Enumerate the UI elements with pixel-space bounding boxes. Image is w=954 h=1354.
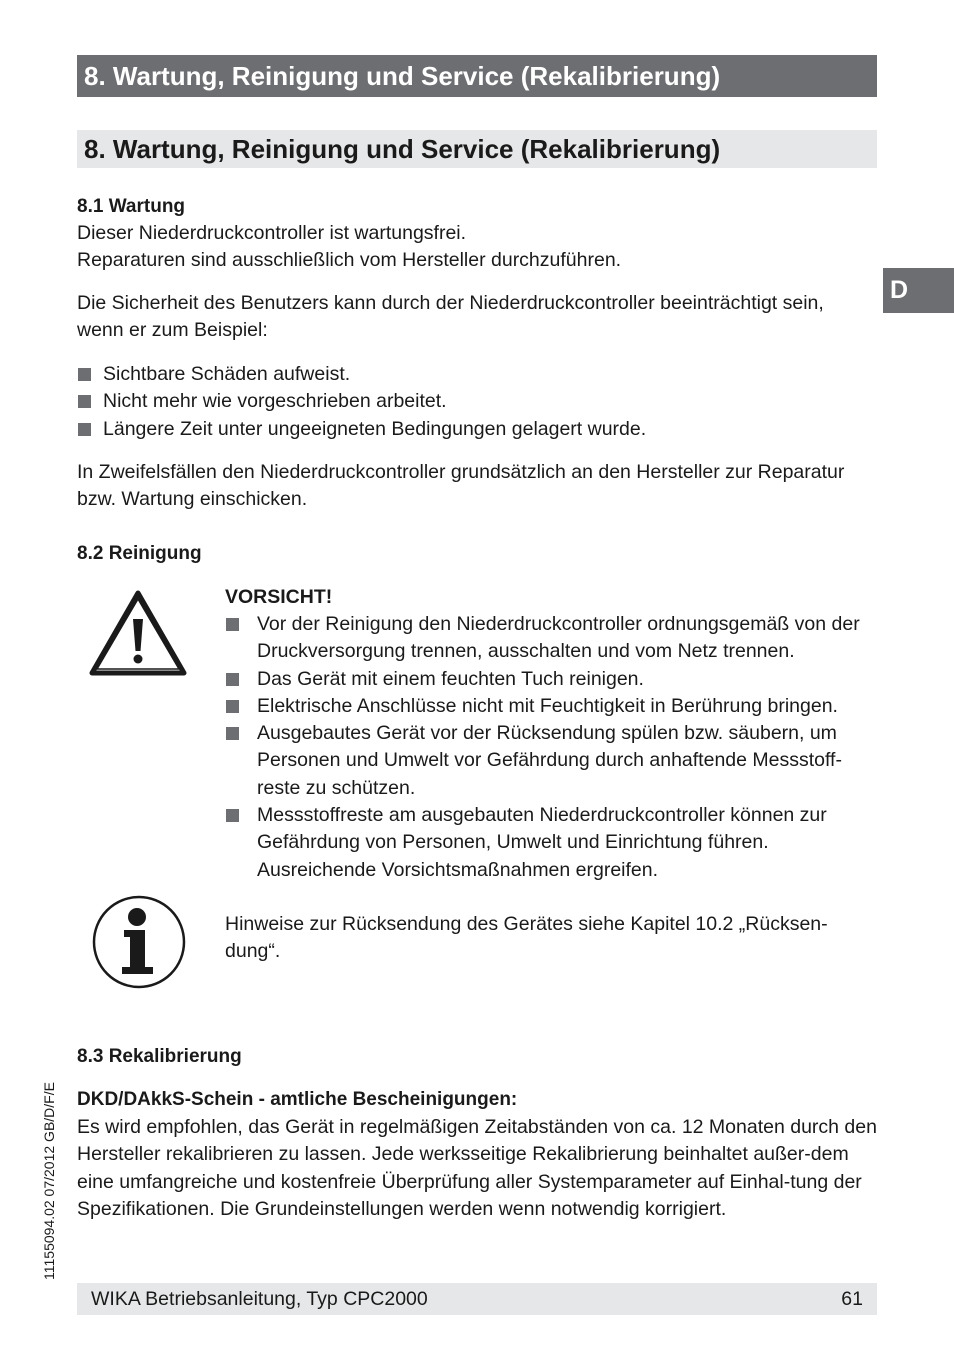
heading-8-1: 8.1 Wartung bbox=[77, 196, 186, 217]
language-tab: D bbox=[883, 268, 954, 313]
list-item: Das Gerät mit einem feuchten Tuch reinigen. bbox=[225, 666, 873, 693]
info-text: Hinweise zur Rücksendung des Gerätes siehe Kapitel 10.2 „Rücksen-dung“. bbox=[225, 913, 828, 963]
page-number: 61 bbox=[841, 1288, 863, 1310]
list-item: Elektrische Anschlüsse nicht mit Feuchtigkeit in Berührung bringen. bbox=[225, 693, 873, 720]
wartung-bullet-list bbox=[77, 361, 877, 443]
list-item: Längere Zeit unter ungeeigneten Bedingungen gelagert wurde. bbox=[77, 416, 877, 443]
caution-label: VORSICHT! bbox=[225, 586, 333, 608]
wartung-line-1: Dieser Niederdruckcontroller ist wartungsfrei. bbox=[77, 222, 467, 244]
wartung-paragraph-1: Die Sicherheit des Benutzers kann durch der Niederdruckcontroller beeinträchtigt sein, wenn er zum Beispiel: bbox=[77, 292, 824, 342]
section-title: 8. Wartung, Reinigung und Service (Rekalibrierung) bbox=[77, 130, 877, 168]
page-footer bbox=[77, 1283, 877, 1315]
list-item: Messstoffreste am ausgebauten Niederdruckcontroller können zur Gefährdung von Personen, Umwelt und Einrichtung führen. Ausreichende Vorsichtsmaßnahmen ergreifen. bbox=[225, 802, 873, 884]
wartung-paragraph-2: In Zweifelsfällen den Niederdruckcontroller grundsätzlich an den Hersteller zur Reparatur bzw. Wartung einschicken. bbox=[77, 461, 845, 511]
list-item: Sichtbare Schäden aufweist. bbox=[77, 361, 877, 388]
warning-triangle-icon bbox=[89, 589, 187, 677]
footer-title: WIKA Betriebsanleitung, Typ CPC2000 bbox=[91, 1288, 428, 1310]
heading-8-2: 8.2 Reinigung bbox=[77, 543, 202, 564]
info-icon bbox=[91, 894, 187, 990]
reinigung-bullet-list bbox=[225, 611, 873, 884]
list-item: Vor der Reinigung den Niederdruckcontroller ordnungsgemäß von der Druckversorgung trennen, ausschalten und vom Netz trennen. bbox=[225, 611, 873, 666]
heading-8-3: 8.3 Rekalibrierung bbox=[77, 1046, 242, 1067]
certificate-subheading: DKD/DAkkS-Schein - amtliche Bescheinigungen: bbox=[77, 1089, 518, 1110]
document-code: 11155094.02 07/2012 GB/D/F/E bbox=[41, 1082, 57, 1280]
list-item: Nicht mehr wie vorgeschrieben arbeitet. bbox=[77, 388, 877, 415]
list-item: Ausgebautes Gerät vor der Rücksendung spülen bzw. säubern, um Personen und Umwelt vor Gefährdung durch anhaftende Messstoffreste zu schützen. bbox=[225, 720, 873, 802]
chapter-header-bar: 8. Wartung, Reinigung und Service (Rekalibrierung) bbox=[77, 55, 877, 97]
rekalibrierung-paragraph: Es wird empfohlen, das Gerät in regelmäßigen Zeitabständen von ca. 12 Monaten durch den Hersteller rekalibrieren zu lassen. Jede werksseitige Rekalibrierung beinhaltet außer-dem eine umfangreiche und kostenfreie Überprüfung aller Systemparameter auf Einhal-tung der Spezifikationen. Die Grundeinstellungen werden wenn notwendig korrigiert. bbox=[77, 1116, 877, 1220]
wartung-line-2: Reparaturen sind ausschließlich vom Hersteller durchzuführen. bbox=[77, 249, 622, 271]
